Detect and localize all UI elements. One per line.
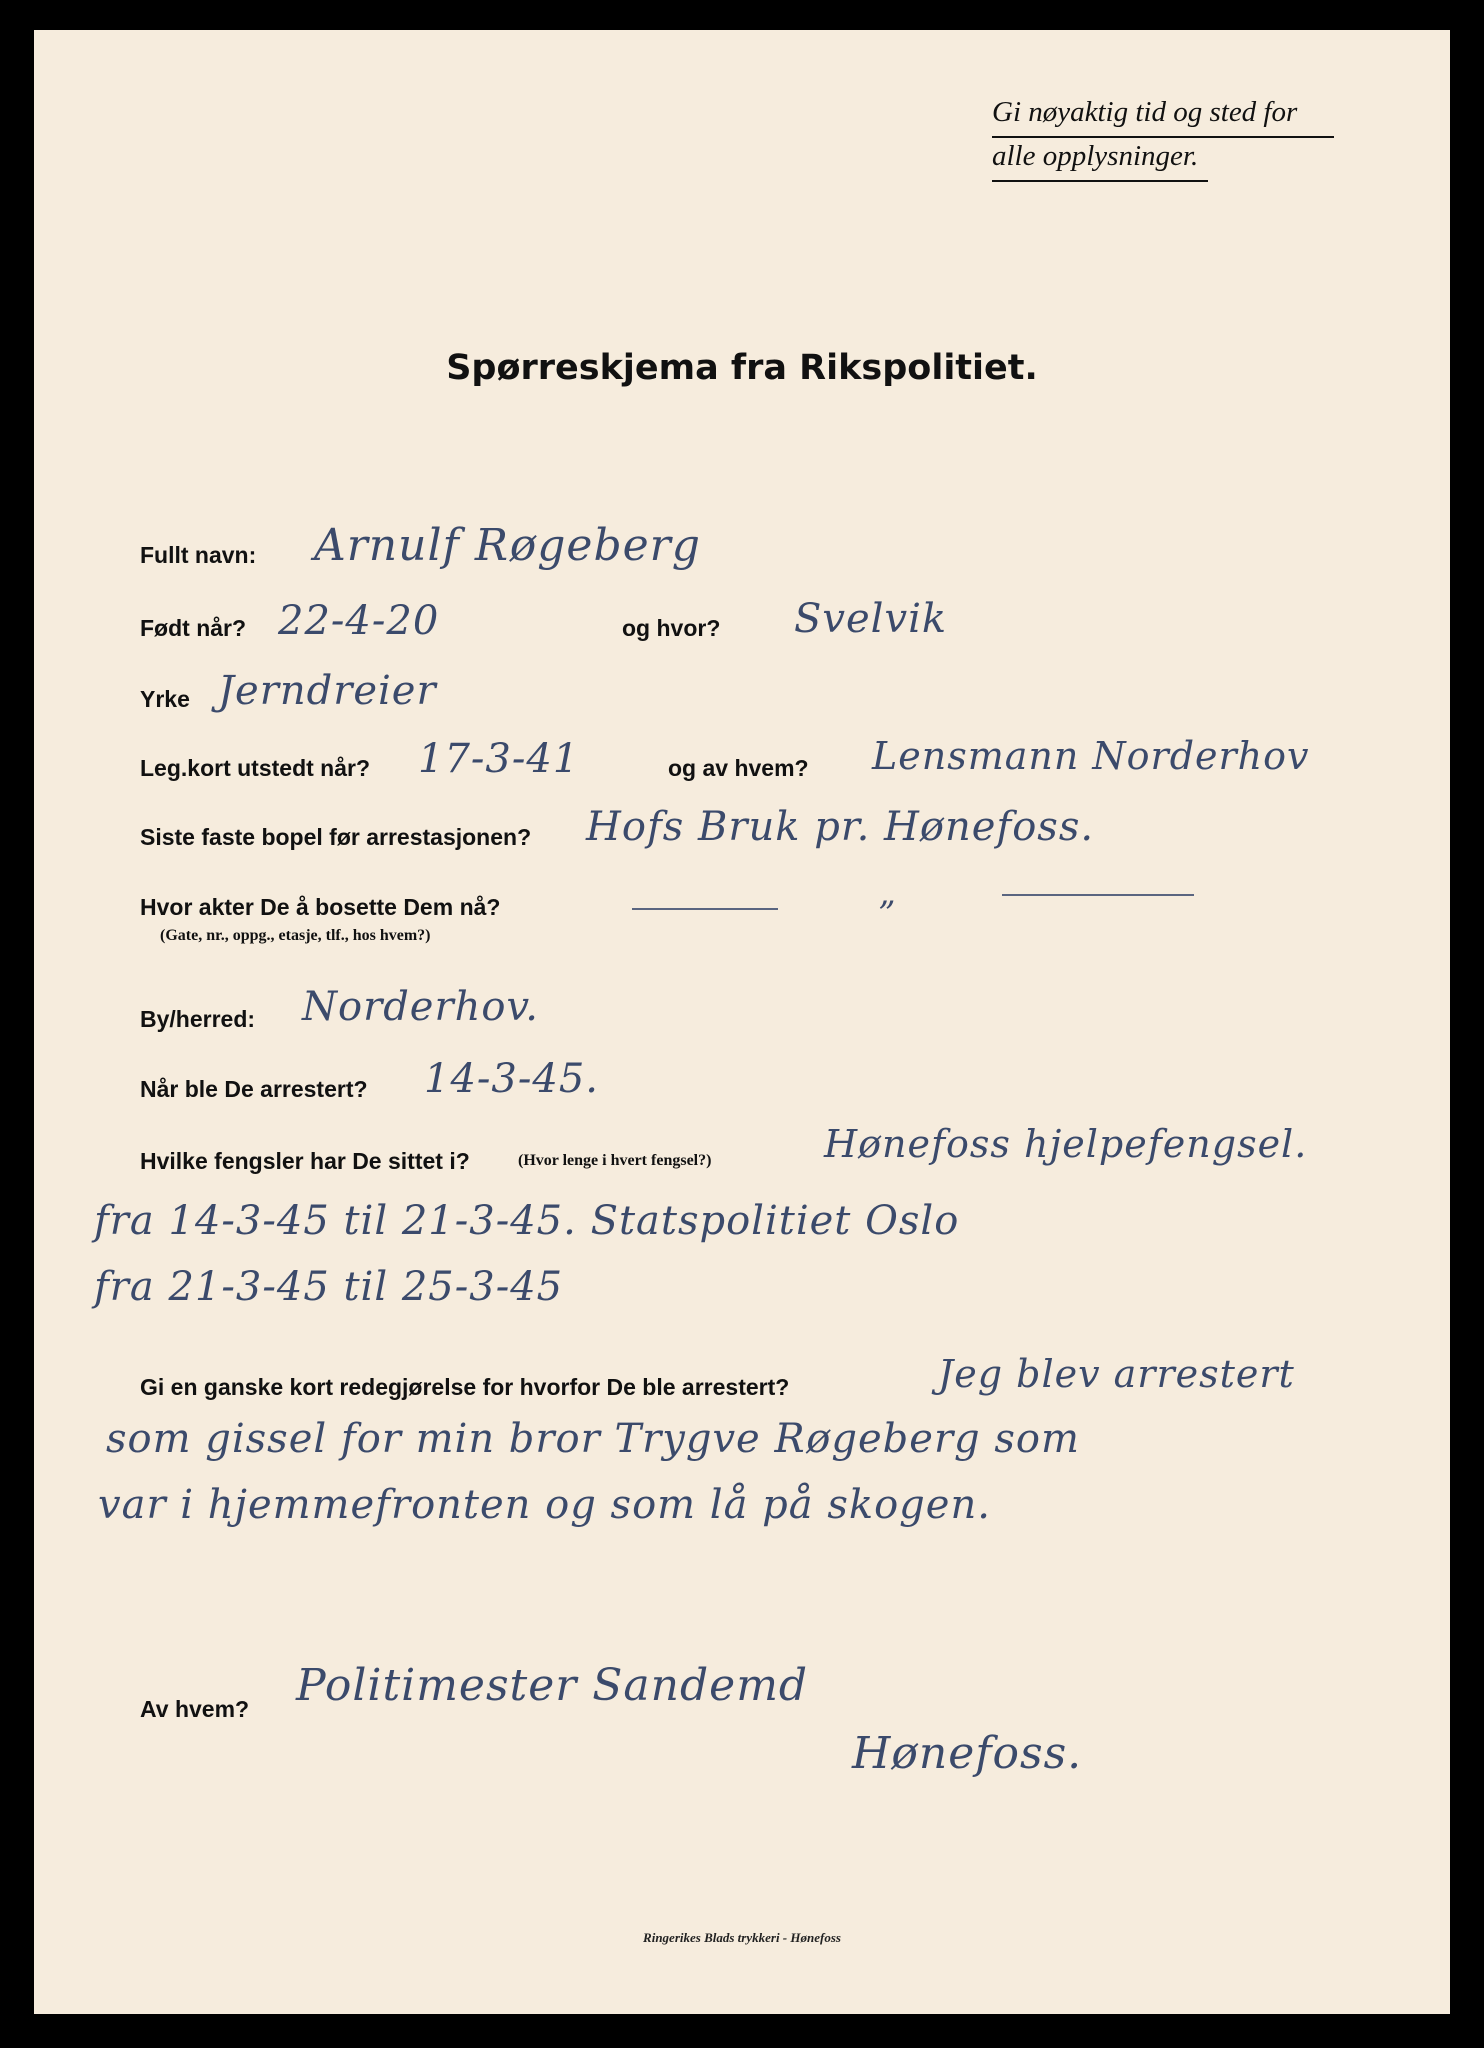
last-residence-label: Siste faste bopel før arrestasjonen? (140, 824, 532, 850)
issued-by-label: og av hvem? (668, 755, 809, 781)
note-underline-2 (992, 180, 1208, 182)
settle-dash-left (632, 908, 778, 910)
arrested-by-value-1: Politimester Sandemd (296, 1660, 809, 1711)
reason-value-1: Jeg blev arrestert (938, 1352, 1295, 1396)
prisons-value-3: fra 21-3-45 til 25-3-45 (94, 1264, 564, 1310)
note-line-2: alle opplysninger. (992, 140, 1199, 172)
full-name-value: Arnulf Røgeberg (314, 520, 701, 571)
settle-where-sublabel: (Gate, nr., oppg., etasje, tlf., hos hvem?) (160, 927, 431, 944)
note-underline-1 (992, 136, 1334, 138)
settle-where-label: Hvor akter De å bosette Dem nå? (140, 894, 501, 920)
born-when-label: Født når? (140, 615, 247, 641)
questionnaire-sheet (34, 30, 1450, 2014)
last-residence-value: Hofs Bruk pr. Hønefoss. (586, 804, 1095, 850)
prisons-label: Hvilke fengsler har De sittet i? (140, 1148, 470, 1174)
arrested-when-label: Når ble De arrestert? (140, 1076, 368, 1102)
issued-by-value: Lensmann Norderhov (872, 734, 1310, 778)
id-card-issued-value: 17-3-41 (418, 736, 580, 782)
prisons-value-2: fra 14-3-45 til 21-3-45. Statspolitiet Oslo (94, 1198, 960, 1244)
full-name-label: Fullt navn: (140, 542, 257, 568)
born-where-value: Svelvik (794, 596, 948, 642)
reason-label: Gi en ganske kort redegjørelse for hvorfor De ble arrestert? (140, 1374, 790, 1400)
reason-value-2: som gissel for min bror Trygve Røgeberg som (106, 1416, 1080, 1462)
note-line-1: Gi nøyaktig tid og sted for (992, 96, 1298, 128)
born-when-value: 22-4-20 (278, 598, 440, 644)
settle-dash-right (1002, 894, 1194, 896)
reason-value-3: var i hjemmefronten og som lå på skogen. (98, 1482, 991, 1528)
town-district-label: By/herred: (140, 1006, 256, 1032)
arrested-by-value-2: Hønefoss. (852, 1728, 1083, 1779)
id-card-issued-label: Leg.kort utstedt når? (140, 755, 371, 781)
prisons-sublabel: (Hvor lenge i hvert fengsel?) (518, 1152, 712, 1169)
prisons-value-1: Hønefoss hjelpefengsel. (824, 1122, 1308, 1166)
arrested-when-value: 14-3-45. (424, 1056, 599, 1102)
occupation-value: Jerndreier (218, 668, 437, 714)
occupation-label: Yrke (140, 686, 190, 712)
form-title: Spørreskjema fra Rikspolitiet. (446, 348, 1038, 388)
arrested-by-label: Av hvem? (140, 1696, 250, 1722)
settle-where-value: ” (878, 894, 897, 934)
town-district-value: Norderhov. (302, 984, 540, 1030)
born-where-label: og hvor? (622, 615, 721, 641)
printer-footer: Ringerikes Blads trykkeri - Hønefoss (643, 1930, 841, 1945)
